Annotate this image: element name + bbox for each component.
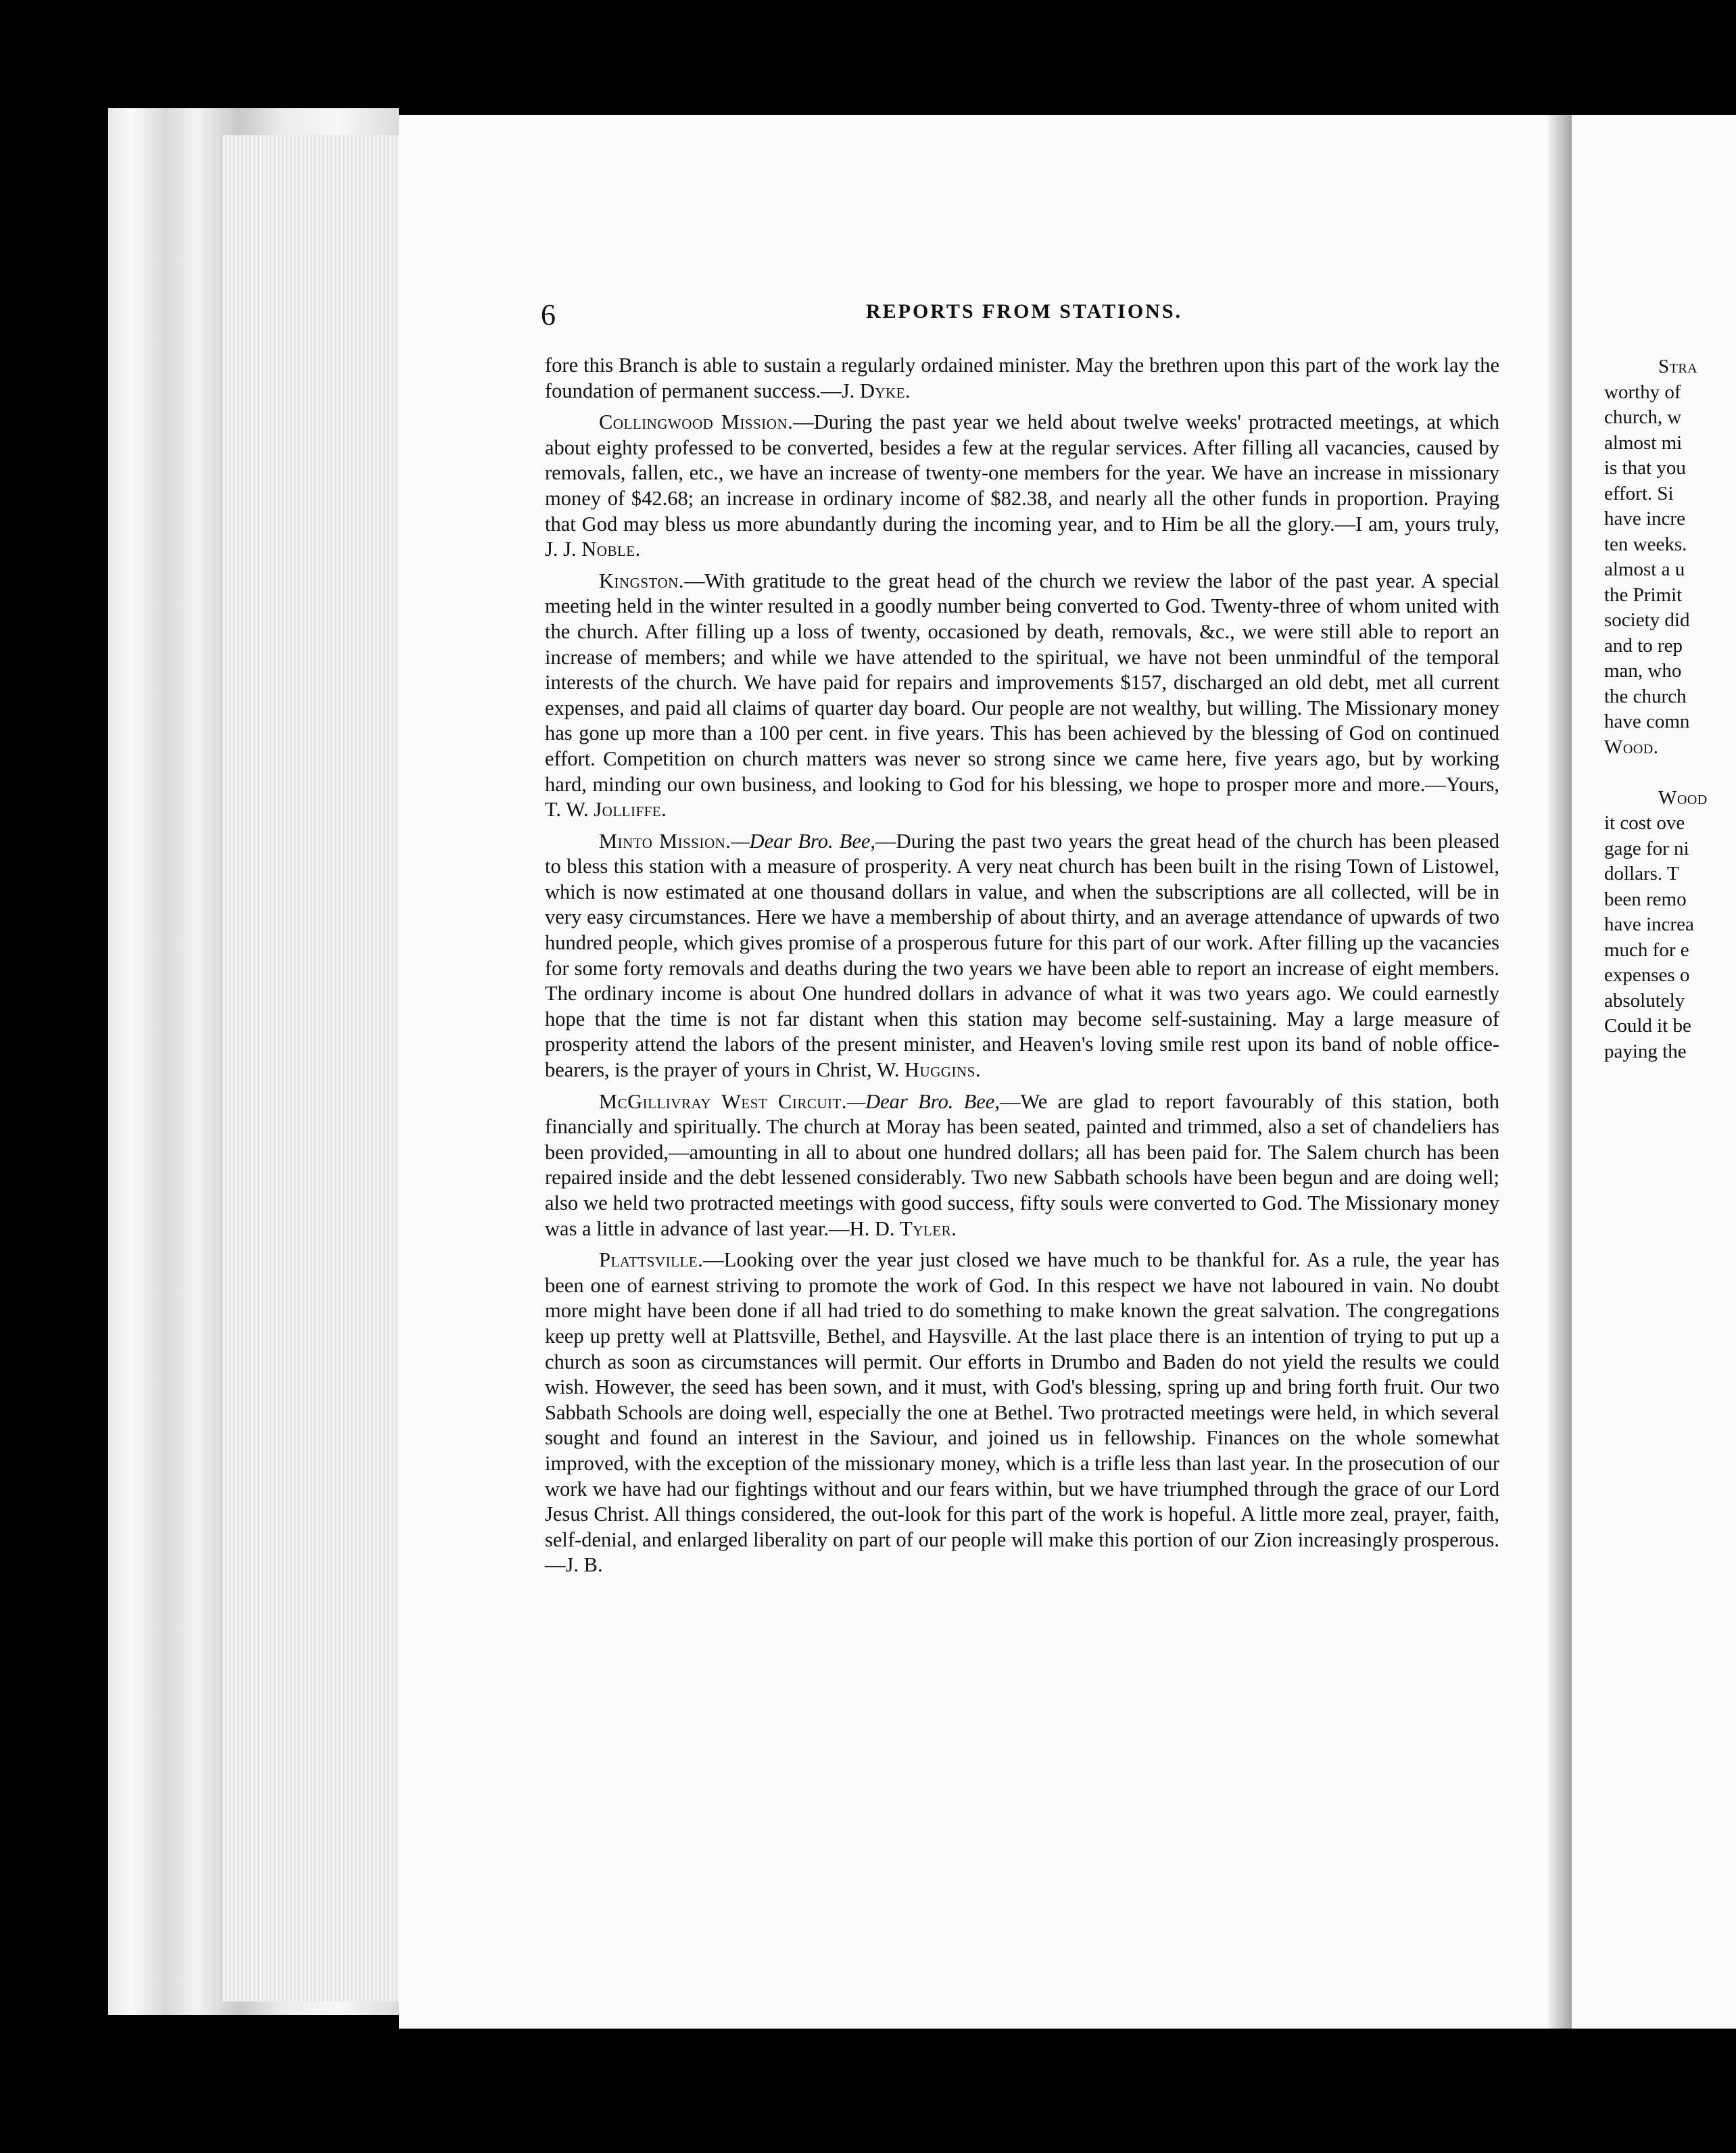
signature: Dyke. [859, 379, 911, 402]
right-page-line: gage for ni [1604, 837, 1689, 859]
right-page-line: is that you [1604, 457, 1686, 479]
right-page-line: almost a u [1604, 559, 1685, 580]
signature: Tyler. [900, 1216, 957, 1240]
running-head: REPORTS FROM STATIONS. [865, 300, 1183, 323]
paragraph-plattsville [545, 1248, 1499, 1578]
right-page-line: almost mi [1604, 431, 1683, 454]
paragraph-text: fore this Branch is able to sustain a regularly ordained minister. May the brethren upon this part of the work lay the foundation of permanent success.—J. [545, 354, 1499, 402]
salutation: —Dear Bro. Bee, [846, 1089, 1000, 1113]
right-page-line: effort. Si [1604, 482, 1674, 504]
signature: Jolliffe. [594, 798, 667, 822]
right-page-line: have comn [1604, 711, 1690, 732]
right-page-line: Wood [1658, 786, 1708, 809]
right-page-line: it cost ove [1604, 812, 1685, 834]
right-page-line: Could it be [1604, 1015, 1691, 1037]
paragraph-text: —Looking over the year just closed we have much to be thankful for. As a rule, the year has been one of earnest striving to promote the work of God. In this respect we have not laboured in vain. No doubt more might have been done if all had tried to do something to make known the great salvation. The congregations keep up pretty well at Plattsville, Bethel, and Haysville. At the last place there is an intention of trying to put up a church as soon as circumstances will permit. Our efforts in Drumbo and Baden do not yield the results we could wish. However, the seed has been sown, and it must, with God's blessing, spring up and bring forth fruit. Our two Sabbath Schools are doing well, especially the one at Bethel. Two protracted meetings were held, in which several sought and found an interest in the Saviour, and joined us in fellowship. Finances on the whole somewhat improved, with the exception of the missionary money, which is a trifle less than last year. In the prosecution of our work we have had our fightings without and our fears within, but we have triumphed through the grace of our Lord Jesus Christ. All things considered, the out-look for this part of the work is hopeful. A little more zeal, prayer, faith, self-denial, and enlarged liberality on part of our people will make this portion of our Zion increasingly prosperous.—J. B. [545, 1248, 1499, 1577]
station-name: Collingwood Mission. [599, 410, 794, 434]
station-name: Plattsville. [599, 1248, 704, 1272]
right-page-line: paying the [1604, 1040, 1687, 1062]
page-number: 6 [541, 298, 556, 331]
page-header [541, 298, 1508, 338]
paragraph-collingwood [545, 410, 1499, 563]
right-page-line: much for e [1604, 939, 1689, 961]
right-page-lines [1572, 354, 1708, 1064]
right-page-line: man, who [1604, 660, 1682, 682]
right-page-line: the Primit [1604, 584, 1683, 606]
report-text [545, 353, 1499, 1584]
paragraph-kingston [545, 569, 1499, 823]
right-page-line: been remo [1604, 888, 1687, 910]
paragraph-text: —We are glad to report favourably of this station, both financially and spiritually. The church at Moray has been seated, painted and trimmed, also a set of chandeliers has been provided,—amounting in all to about one hundred dollars; all has been paid for. The Salem church has been repaired inside and the debt lessened considerably. Two new Sabbath schools have been begun and are doing well; also we held two protracted meetings with good success, fifty souls were converted to God. The Missionary money was a little in advance of last year.—H. D. [545, 1089, 1499, 1240]
right-page-line: expenses o [1604, 964, 1690, 986]
station-name: McGillivray West Circuit. [599, 1089, 847, 1113]
paragraph-mcgillivray [545, 1089, 1499, 1242]
signature: Noble. [581, 538, 641, 561]
right-page-line: society did [1604, 609, 1690, 631]
station-name: Minto Mission. [599, 829, 731, 853]
right-page-line: absolutely [1604, 989, 1685, 1012]
right-page-line: worthy of [1604, 381, 1681, 403]
paragraph-minto [545, 829, 1499, 1083]
right-page-line: have incre [1604, 508, 1685, 529]
right-page-line: church, w [1604, 406, 1682, 428]
station-name: Kingston. [599, 569, 684, 592]
right-page-line: Stra [1658, 356, 1698, 377]
page-edges [223, 135, 406, 2002]
right-page-line [1572, 760, 1708, 786]
right-page-line: the church [1604, 685, 1687, 707]
right-page-line: dollars. T [1604, 863, 1679, 884]
right-page-line: have increa [1604, 914, 1694, 935]
right-page-line: Wood. [1604, 736, 1659, 758]
right-page-line: ten weeks. [1604, 533, 1687, 555]
paragraph-text: —During the past two years the great head of the church has been pleased to bless this station with a measure of prosperity. A very neat church has been built in the rising Town of Listowel, which is now estimated at one thousand dollars in value, and when the subscriptions are all collected, will be in very easy circumstances. Here we have a membership of about thirty, and an average attendance of upwards of two hundred people, which gives promise of a prosperous future for this part of our work. After filling up the vacancies for some forty removals and deaths during the two years we have been able to report an increase of eight members. The ordinary income is about One hundred dollars in advance of what it was two years ago. We could earnestly hope that the time is not far distant when this station may become self-sustaining. May a large measure of prosperity attend the labors of the present minister, and Heaven's loving smile rest upon its band of noble office-bearers, is the prayer of yours in Christ, W. [545, 829, 1500, 1082]
gutter-shadow [1548, 115, 1575, 2029]
right-page [1572, 115, 1736, 2029]
paragraph-intro [545, 353, 1499, 404]
right-page-line: and to rep [1604, 634, 1683, 657]
salutation: —Dear Bro. Bee, [731, 829, 876, 853]
paragraph-text: —During the past year we held about twelve weeks' protracted meetings, at which about eighty professed to be converted, besides a few at the regular services. After filling all vacancies, caused by removals, fallen, etc., we have an increase of twenty-one members for the year. We have an increase in missionary money of $42.68; an increase in ordinary income of $82.38, and nearly all the other funds in proportion. Praying that God may bless us more abundantly during the incoming year, and to Him be all the glory.—I am, yours truly, J. J. [545, 410, 1499, 561]
signature: Huggins. [904, 1058, 981, 1082]
paragraph-text: —With gratitude to the great head of the church we review the labor of the past year. A special meeting held in the winter resulted in a goodly number being converted to God. Twenty-three of whom united with the church. After filling up a loss of twenty, occasioned by death, removals, &c., we were still able to report an increase of members; and while we have attended to the spiritual, we have not been unmindful of the temporal interests of the church. We have paid for repairs and improvements $157, discharged an old debt, met all current expenses, and paid all claims of quarter day board. Our people are not wealthy, but willing. The Missionary money has gone up more than a 100 per cent. in five years. This has been achieved by the blessing of God on continued effort. Competition on church matters was never so strong since we came here, five years ago, but by working hard, minding our own business, and looking to God for his blessing, we hope to prosper more and more.—Yours, T. W. [545, 569, 1499, 822]
